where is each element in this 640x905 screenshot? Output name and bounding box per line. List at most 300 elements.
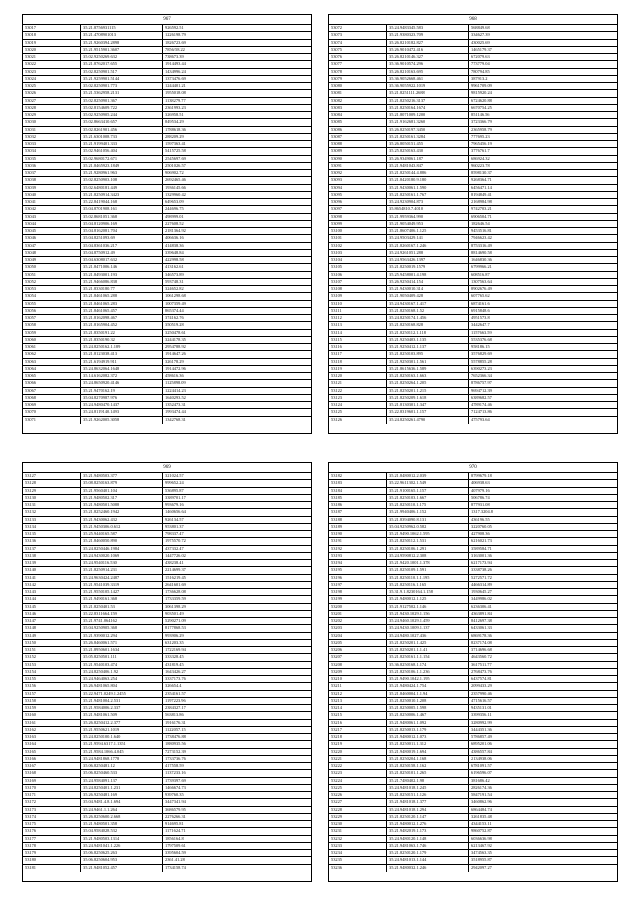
table-row	[23, 402, 311, 409]
table-row	[23, 366, 311, 373]
code-cell: 35.21.8762017.655	[81, 61, 163, 67]
code-cell: 35.02.8250903.108	[81, 177, 163, 183]
value-cell: 3714696.68	[471, 647, 492, 652]
id-cell: 53186	[329, 502, 387, 508]
table-row	[23, 373, 311, 380]
table-row	[23, 54, 311, 61]
id-cell: 53046	[23, 235, 81, 241]
id-cell: 53047	[23, 243, 81, 249]
value-cell: 1466674.73	[165, 784, 186, 790]
code-cell: 35.22.9471.0249.1.2455	[81, 691, 163, 697]
id-cell: 53123	[329, 395, 387, 401]
id-cell: 53144	[23, 596, 81, 602]
code-cell: 35.21.9480424.1.754	[387, 683, 469, 689]
value-cell: 1916176.31	[165, 719, 186, 725]
id-cell: 53122	[329, 388, 387, 394]
panel-title: 970	[329, 463, 617, 473]
id-cell: 53181	[23, 865, 81, 872]
id-cell: 53095	[329, 192, 387, 198]
code-cell: 35.21.8480012.2.039	[387, 473, 469, 479]
id-cell: 53171	[23, 792, 81, 798]
code-cell: 35.24.8119140.1493	[81, 409, 163, 415]
table-row	[23, 279, 311, 286]
code-cell: 35.06.8250460.533	[81, 770, 163, 776]
value-cell: 6196596.07	[471, 770, 492, 776]
value-cell: 738673.39	[165, 54, 184, 59]
code-cell: 35.21.8493001.193	[81, 272, 163, 278]
table-row	[329, 185, 617, 192]
value-cell: 568849.68	[471, 25, 490, 30]
table-row	[329, 279, 617, 286]
code-cell: 35.24.9480470.1437	[81, 402, 163, 408]
value-cell: 436196.55	[471, 516, 490, 522]
id-cell: 53102	[329, 243, 387, 249]
id-cell: 53089	[329, 148, 387, 154]
code-cell: 35.21.8250204.1.168	[387, 756, 469, 762]
code-cell: 35.21.8250914.3423	[81, 192, 163, 198]
code-cell: 35.24.9480.1027.436	[387, 633, 469, 639]
code-cell: 35.24.9460.1029.1.459	[387, 618, 469, 624]
value-cell: 4951573.8	[471, 315, 490, 320]
value-cell: 2099433.29	[471, 683, 492, 689]
table-row	[329, 582, 617, 589]
table-row	[23, 170, 311, 177]
value-cell: 2384327.17	[165, 705, 186, 710]
code-cell: 35.06.8250481.12	[81, 763, 163, 769]
value-cell: 381686.42	[471, 777, 490, 783]
code-cell: 35.21.8950601.1634	[81, 647, 163, 653]
code-cell: 35.24.9230904.873	[387, 199, 469, 205]
table-row	[329, 749, 617, 756]
value-cell: 3395604.59	[165, 850, 186, 855]
code-cell: 35.21.9480012.1.125	[387, 596, 469, 602]
id-cell: 53038	[23, 177, 81, 183]
code-cell: 35.21.8123038.413	[81, 351, 163, 357]
id-cell: 53146	[23, 611, 81, 617]
value-cell: 431819.45	[165, 661, 184, 667]
id-cell: 53094	[329, 185, 387, 191]
value-cell: 9815920.24	[471, 90, 492, 96]
value-cell: 6390273.23	[471, 365, 492, 371]
code-cell: 35.26.9250414.154	[387, 279, 469, 285]
code-cell: 35.21.8130301.1.347	[387, 402, 469, 408]
code-cell: 35.21.9584.1066.4.045	[81, 749, 163, 755]
table-row	[329, 698, 617, 705]
value-cell: 3389701.17	[165, 494, 186, 500]
id-cell: 53068	[23, 395, 81, 401]
id-cell: 53192	[329, 546, 387, 552]
code-cell: 35.21.9480502.317	[81, 495, 163, 501]
id-cell: 53062	[23, 351, 81, 357]
id-cell: 53214	[329, 705, 387, 711]
table-row	[23, 857, 311, 864]
id-cell: 53194	[329, 560, 387, 566]
code-cell: 35.02.8250901.773	[81, 83, 163, 89]
value-cell: 414838.36	[165, 242, 184, 248]
table-row	[329, 83, 617, 90]
value-cell: 1244401.21	[165, 83, 186, 88]
code-cell: 35.26.9481065.804	[81, 683, 163, 689]
code-cell: 35.21.8250161.1.767	[387, 192, 469, 198]
value-cell: 406636.16	[165, 235, 184, 241]
code-cell: 35.21.9480503.377	[81, 473, 163, 479]
table-row	[23, 749, 311, 756]
id-cell: 53030	[23, 119, 81, 125]
table-row	[23, 127, 311, 134]
value-cell: 3576829.69	[471, 351, 492, 357]
id-cell: 53137	[23, 546, 81, 552]
id-cell: 53190	[329, 531, 387, 537]
value-cell: 1138279.77	[165, 97, 186, 103]
code-cell: 35.21.8394090.8.131	[387, 517, 469, 523]
table-row	[23, 286, 311, 293]
code-cell: 35.21.9560401.104	[81, 488, 163, 494]
id-cell: 53113	[329, 322, 387, 328]
value-cell: 346573.89	[165, 271, 184, 277]
table-row	[329, 814, 617, 821]
code-cell: 35.21.8461065.457	[81, 308, 163, 314]
table-row	[329, 850, 617, 857]
id-cell: 53017	[23, 25, 81, 31]
table-row	[329, 799, 617, 806]
id-cell: 53107	[329, 279, 387, 285]
id-cell: 53179	[23, 850, 81, 856]
value-cell: 1352473.31	[165, 402, 186, 407]
code-cell: 35.21.8461065.288	[81, 293, 163, 299]
table-row	[23, 683, 311, 690]
table-row	[23, 148, 311, 155]
value-cell: 8799679.18	[471, 473, 492, 478]
code-cell: 35.02.9680172.671	[81, 156, 163, 162]
value-cell: 5578855.28	[471, 358, 492, 364]
value-cell: 1197223.96	[165, 697, 186, 703]
table-row	[329, 836, 617, 843]
id-cell: 53035	[23, 156, 81, 162]
code-cell: 35.21.8615636.1.589	[387, 366, 469, 372]
id-cell: 53143	[23, 589, 81, 595]
table-row	[329, 373, 617, 380]
code-cell: 35.21.8250144.4.886	[387, 170, 469, 176]
code-cell: 35.21.9540103.474	[81, 662, 163, 668]
id-cell: 53111	[329, 308, 387, 314]
id-cell: 53052	[23, 279, 81, 285]
value-cell: 999652.24	[165, 480, 184, 486]
table-row	[329, 98, 617, 105]
table-row	[329, 322, 617, 329]
id-cell: 53076	[329, 54, 387, 60]
value-cell: 3244178.35	[165, 336, 186, 342]
code-cell: 35.21.9380323.709	[387, 32, 469, 38]
value-cell: 877931.08	[471, 502, 490, 507]
table-row	[329, 221, 617, 228]
code-cell: 35.21.8250013.1.179	[387, 727, 469, 733]
table-row	[23, 199, 311, 206]
id-cell: 53134	[23, 524, 81, 530]
code-cell: 35.24.9481041.1.226	[81, 843, 163, 849]
value-cell: 851146.56	[471, 112, 490, 117]
id-cell: 53187	[329, 509, 387, 515]
table-row	[23, 337, 311, 344]
table-row	[23, 76, 311, 83]
id-cell: 53026	[23, 90, 81, 96]
value-cell: 3337173.76	[165, 676, 186, 681]
id-cell: 53071	[23, 417, 81, 424]
id-cell: 53163	[23, 734, 81, 740]
code-cell: 35.21.8250106.1.1.236	[387, 669, 469, 675]
value-cell: 906902.72	[165, 170, 184, 175]
table-row	[329, 395, 617, 402]
table-row	[329, 214, 617, 221]
code-cell: 35.21.8250110.1.175	[387, 502, 469, 508]
value-cell: 953801.37	[165, 523, 184, 529]
id-cell: 53169	[23, 778, 81, 784]
code-cell: 35.21.8250109.1.591	[387, 567, 469, 573]
table-row	[23, 553, 311, 560]
code-cell: 35.04.9250962.0.582	[387, 524, 469, 530]
table-row	[23, 156, 311, 163]
code-cell: 35.21.8250019.1579	[387, 264, 469, 270]
value-cell: 1736628.08	[165, 589, 186, 594]
table-row	[23, 633, 311, 640]
id-cell: 53021	[23, 54, 81, 60]
code-cell: 35.21.9480501.5088	[81, 502, 163, 508]
id-cell: 53119	[329, 366, 387, 372]
id-cell: 53223	[329, 770, 387, 776]
code-cell: 35.26.8210146.327	[387, 54, 469, 60]
code-cell: 35.04.6308017.632	[81, 257, 163, 263]
table-row	[329, 531, 617, 538]
code-cell: 35.21.8162098.467	[81, 315, 163, 321]
code-cell: 35.04.8361036.217	[81, 243, 163, 249]
code-cell: 35.21.8250201.1.1.41	[387, 647, 469, 653]
id-cell: 53059	[23, 330, 81, 336]
table-row	[329, 54, 617, 61]
value-cell: 1307563.64	[471, 278, 492, 284]
value-cell: 2361993.23	[165, 104, 186, 110]
value-cell: 593748.31	[165, 278, 184, 284]
table-row	[23, 850, 311, 857]
code-cell: 35.14.6162082.372	[81, 373, 163, 379]
table-row	[23, 359, 311, 366]
value-cell: 3686579.95	[165, 806, 186, 812]
id-cell: 53042	[23, 206, 81, 212]
table-row	[329, 567, 617, 574]
id-cell: 53024	[23, 76, 81, 82]
code-cell: 35.24.8250406.1.92	[81, 669, 163, 675]
id-cell: 53142	[23, 582, 81, 588]
id-cell: 53093	[329, 177, 387, 183]
id-cell: 53088	[329, 141, 387, 147]
table-row	[23, 770, 311, 777]
value-cell: 333328.45	[165, 654, 184, 660]
value-cell: 2768473.76	[471, 668, 492, 674]
value-cell: 631203.35	[165, 639, 184, 645]
value-cell: 3617511.77	[471, 661, 492, 667]
value-cell: 7273152.39	[165, 748, 186, 754]
id-cell: 53064	[23, 366, 81, 372]
id-cell: 53025	[23, 83, 81, 89]
code-cell: 35.21.6194919.911	[81, 359, 163, 365]
code-cell: 35.21.9480012.1.073	[387, 734, 469, 740]
table-row	[23, 105, 311, 112]
table-row	[329, 763, 617, 770]
table-row	[329, 388, 617, 395]
code-cell: 35.21.8250112.1.531	[387, 538, 469, 544]
table-row	[329, 857, 617, 864]
code-cell: 35.21.8250161.1.1.154	[387, 654, 469, 660]
id-cell: 53117	[329, 351, 387, 357]
value-cell: 2361.41.28	[165, 857, 185, 863]
id-cell: 53096	[329, 199, 387, 205]
id-cell: 53139	[23, 560, 81, 566]
table-row	[329, 604, 617, 611]
value-cell: 1137233.16	[165, 770, 186, 776]
table-row	[23, 546, 311, 553]
value-cell: 993679.16	[165, 502, 184, 507]
value-cell: 1722169.94	[165, 647, 186, 652]
value-cell: 8814690.58	[471, 249, 492, 255]
table-row	[329, 76, 617, 83]
value-cell: 780794.85	[471, 68, 490, 74]
table-row	[329, 90, 617, 97]
table-row	[23, 257, 311, 264]
id-cell: 53213	[329, 698, 387, 704]
code-cell: 35.21.8250164.1674	[387, 105, 469, 111]
code-cell: 35.04.8162081.704	[81, 228, 163, 234]
id-cell: 53193	[329, 553, 387, 559]
value-cell: 8902676.49	[471, 286, 492, 291]
value-cell: 1733736.76	[165, 755, 186, 761]
value-cell: 3449986.02	[471, 596, 492, 602]
code-cell: 35.21.4708901013	[81, 32, 163, 38]
table-row	[329, 611, 617, 618]
id-cell: 53081	[329, 90, 387, 96]
value-cell: 5535376.68	[471, 336, 492, 342]
code-cell: 35.21.8250158.1.162	[387, 763, 469, 769]
id-cell: 53149	[23, 633, 81, 639]
table-row	[23, 141, 311, 148]
value-cell: 430025.69	[471, 39, 490, 45]
value-cell: 926592.51	[165, 25, 184, 30]
code-cell: 35.21.9481052.457	[81, 865, 163, 872]
value-cell: 2954788.92	[165, 344, 186, 349]
id-cell: 53130	[23, 495, 81, 501]
table-row	[23, 351, 311, 358]
code-cell: 35.21.8252460.1942	[81, 509, 163, 515]
value-cell: 1007359.49	[165, 300, 186, 306]
id-cell: 53061	[23, 344, 81, 350]
code-cell: 35.24.9481018.1.294	[387, 807, 469, 813]
table-row	[329, 417, 617, 424]
value-cell: 536895.87	[165, 487, 184, 493]
value-cell: 3261835.48	[471, 813, 492, 819]
code-cell: 35.21.8250151.1.126	[387, 792, 469, 798]
code-cell: 35.02.8250901.367	[81, 98, 163, 104]
code-cell: 35.21.9430.1029.1.156	[387, 611, 469, 617]
value-cell: 7946623.42	[471, 235, 492, 241]
code-cell: 35.21.8250914.231	[81, 567, 163, 573]
code-cell: 35.21.9420.1001.1.378	[387, 560, 469, 566]
id-cell: 53044	[23, 221, 81, 227]
id-cell: 53131	[23, 502, 81, 508]
value-cell: 2365958.79	[471, 126, 492, 132]
table-row	[23, 712, 311, 719]
code-cell: 35.22.8419044.168	[81, 199, 163, 205]
table-row	[329, 380, 617, 387]
table-row	[329, 589, 617, 596]
value-cell: 4363891.84	[471, 610, 492, 616]
code-cell: 35.21.9250412.1.137	[387, 344, 469, 350]
id-cell: 53200	[329, 604, 387, 610]
code-cell: 35.21.8250010.1.208	[387, 698, 469, 704]
table-panel-968	[328, 14, 618, 434]
value-cell: 3442647.7	[471, 322, 490, 328]
code-cell: 35.21.8250011.1.312	[387, 741, 469, 747]
code-cell: 35.21.9959364.990	[387, 214, 469, 220]
code-cell: 35.04.9584028.532	[81, 828, 163, 834]
id-cell: 53083	[329, 105, 387, 111]
id-cell: 53232	[329, 836, 387, 842]
id-cell: 53215	[329, 712, 387, 718]
id-cell: 53048	[23, 250, 81, 256]
table-row	[23, 575, 311, 582]
value-cell: 417558.59	[165, 763, 184, 768]
id-cell: 53236	[329, 865, 387, 872]
value-cell: 9961709.09	[471, 83, 492, 88]
code-cell: 35.21.9490161.368	[81, 596, 163, 602]
table-row	[329, 293, 617, 300]
code-cell: 35.21.8250103.1.667	[387, 495, 469, 501]
table-panel-967	[22, 14, 312, 434]
table-row	[329, 625, 617, 632]
id-cell: 53176	[23, 828, 81, 834]
id-cell: 53058	[23, 322, 81, 328]
table-row	[329, 148, 617, 155]
code-cell: 35.25.9458001.4.198	[387, 272, 469, 278]
value-cell: 3280992.99	[471, 719, 492, 725]
id-cell: 53101	[329, 235, 387, 241]
code-cell: 35.21.9466086.838	[81, 279, 163, 285]
value-cell: 5786857.49	[471, 734, 492, 739]
value-cell: 1465179.37	[471, 46, 492, 52]
code-cell: 35.26.9250481.169	[81, 792, 163, 798]
table-row	[23, 828, 311, 835]
value-cell: 2501026.57	[165, 162, 186, 168]
value-cell: 413162.61	[165, 264, 184, 270]
id-cell: 53041	[23, 199, 81, 205]
code-cell: 35.21.9054049.953	[387, 221, 469, 227]
id-cell: 53191	[329, 538, 387, 544]
code-cell: 35.21.9480503.1314	[81, 836, 163, 842]
id-cell: 53158	[23, 698, 81, 704]
code-cell: 35.21.8350190.32	[81, 337, 163, 343]
id-cell: 53221	[329, 756, 387, 762]
value-cell: 406938.63	[471, 480, 490, 486]
table-row	[23, 98, 311, 105]
id-cell: 53128	[23, 480, 81, 486]
table-row	[23, 814, 311, 821]
id-cell: 53185	[329, 495, 387, 501]
table-row	[23, 119, 311, 126]
value-cell: 6781091.57	[471, 763, 492, 768]
value-cell: 1061298.68	[165, 293, 186, 299]
table-row	[329, 250, 617, 257]
value-cell: 438238.41	[165, 560, 184, 565]
id-cell: 53216	[329, 720, 387, 726]
id-cell: 53212	[329, 691, 387, 697]
value-cell: 2134938.06	[471, 755, 492, 761]
value-cell: 1646830.36	[471, 257, 492, 262]
